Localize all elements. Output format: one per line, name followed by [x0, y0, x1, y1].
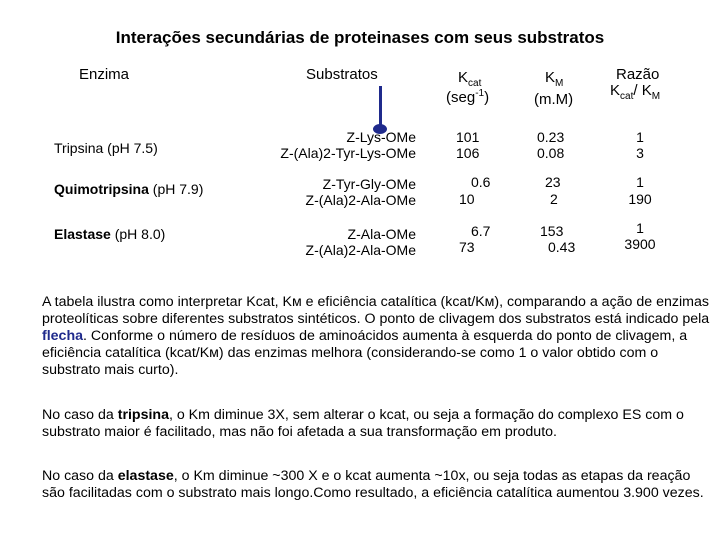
- header-substratos: Substratos: [306, 66, 378, 83]
- km-tripsina-1: 0.23: [537, 129, 565, 145]
- kcat-elastase-2: 73: [459, 239, 475, 255]
- header-km: $K_M$: [545, 69, 564, 89]
- paragraph-tripsina: No caso da tripsina, o Km diminue 3X, sem alterar o kcat, ou seja a formação do complexo ES com o substrato maior é facilitado, mas não foi afetada a sua transformação em produto.: [42, 407, 684, 440]
- ratio-elastase-2: 3900: [624, 236, 656, 252]
- km-elastase-1: 153: [540, 223, 564, 239]
- paragraph-elastase: No caso da elastase, o Km diminue ~300 X e o kcat aumenta ~10x, ou seja todas as etapas da reação são facilitadas com o substrato mais longo.Como resultado, a eficiência catalítica aumentou 3.900 vezes.: [42, 468, 704, 501]
- ratio-tripsina-1: 1: [636, 129, 644, 145]
- substrate-tripsina-1: Z-Lys-OMe: [346, 129, 416, 145]
- ratio-quimotripsina-2: 190: [628, 191, 652, 207]
- kcat-tripsina-2: 106: [456, 145, 480, 161]
- header-razao: Razão: [616, 66, 660, 83]
- enzyme-tripsina: Tripsina (pH 7.5): [54, 140, 158, 156]
- kcat-quimotripsina-2: 10: [459, 191, 475, 207]
- kcat-quimotripsina-1: 0.6: [471, 174, 491, 190]
- enzyme-elastase: Elastase (pH 8.0): [54, 226, 166, 242]
- ratio-tripsina-2: 3: [636, 145, 644, 161]
- header-km-unit: (m.M): [534, 91, 574, 108]
- header-enzima: Enzima: [79, 66, 130, 83]
- substrate-quimotripsina-1: Z-Tyr-Gly-OMe: [322, 176, 416, 192]
- ratio-elastase-1: 1: [636, 220, 644, 236]
- substrate-tripsina-2: Z-(Ala)2-Tyr-Lys-OMe: [280, 145, 416, 161]
- substrate-elastase-1: Z-Ala-OMe: [347, 226, 416, 242]
- substrate-quimotripsina-2: Z-(Ala)2-Ala-OMe: [305, 192, 416, 208]
- ratio-quimotripsina-1: 1: [636, 174, 644, 190]
- kcat-tripsina-1: 101: [456, 129, 480, 145]
- substrate-elastase-2: Z-(Ala)2-Ala-OMe: [305, 242, 416, 258]
- km-tripsina-2: 0.08: [537, 145, 565, 161]
- enzyme-quimotripsina: Quimotripsina (pH 7.9): [54, 181, 204, 197]
- kcat-elastase-1: 6.7: [471, 223, 491, 239]
- cleavage-arrow-line: [379, 86, 382, 128]
- paragraph-explanation: A tabela ilustra como interpretar Kcat, Kм e eficiência catalítica (kcat/Kм), comparando a ação de enzimas proteolíticas sobre diferentes substratos sintéticos. O ponto de clivagem dos substratos está indicado pela flecha. Conforme o número de resíduos de aminoácidos aumenta à esquerda do ponto de clivagem, a eficiência catalítica (kcat/Kм) das enzimas melhora (considerando-se como 1 o valor obtido com o substrato mais curto).: [42, 294, 710, 378]
- header-razao-formula: $K_{cat}/$ $K_M$: [610, 82, 661, 102]
- header-kcat-unit: (seg$^{-1}$): [446, 88, 490, 106]
- km-quimotripsina-2: 2: [550, 191, 558, 207]
- km-elastase-2: 0.43: [548, 239, 576, 255]
- slide-title: Interações secundárias de proteinases com seus substratos: [115, 28, 605, 47]
- km-quimotripsina-1: 23: [545, 174, 561, 190]
- highlight-flecha: flecha: [42, 328, 84, 344]
- header-kcat: $K_{cat}$: [458, 69, 482, 89]
